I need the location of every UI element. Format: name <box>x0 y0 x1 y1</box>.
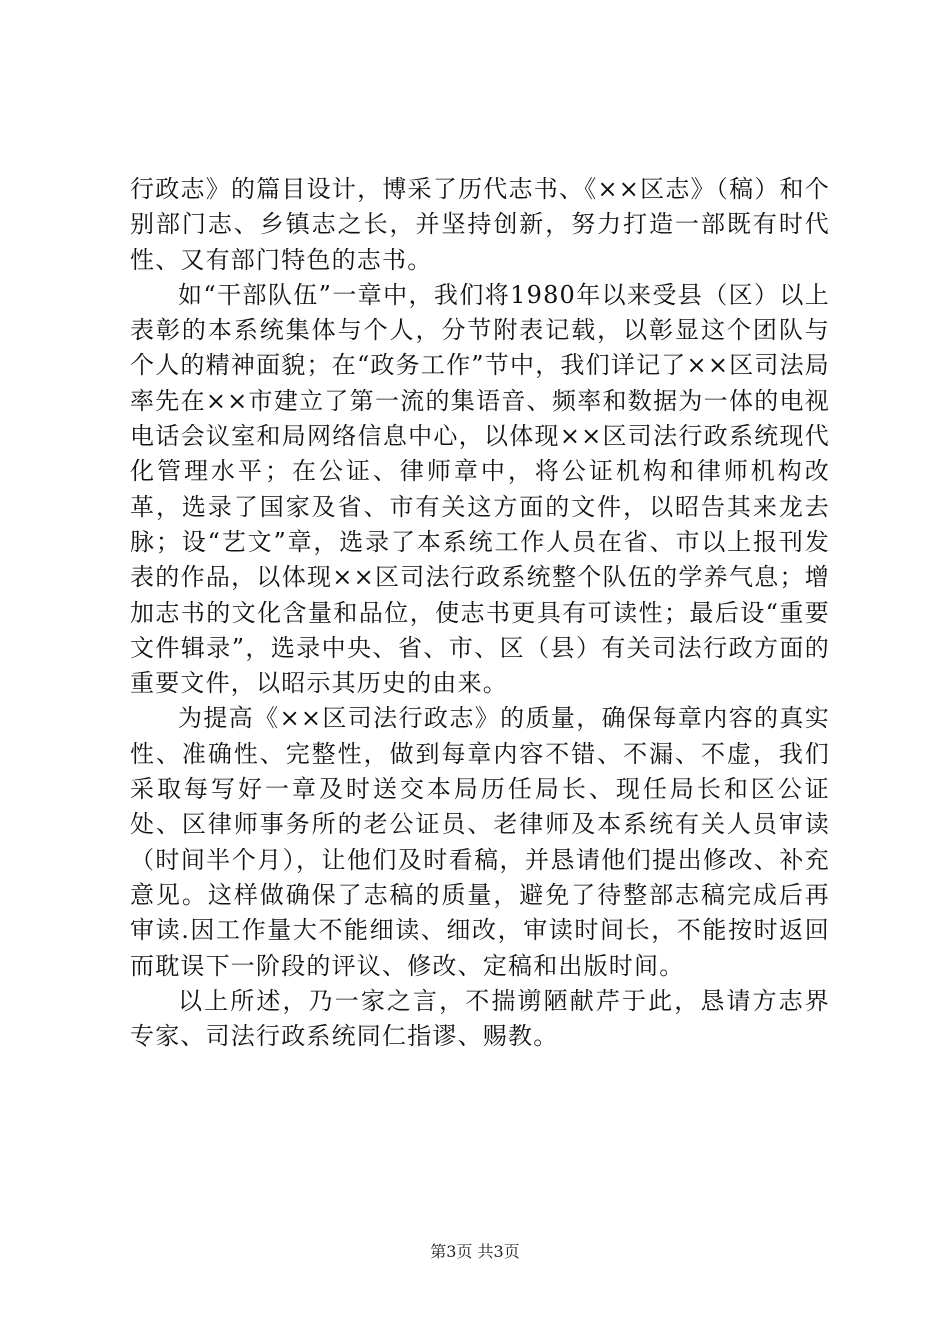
paragraph-cadre-chapter: 如“干部队伍”一章中，我们将1980年以来受县（区）以上表彰的本系统集体与个人，分节附表记载，以彰显这个团队与个人的精神面貌；在“政务工作”节中，我们详记了××区司法局率先在××市建立了第一流的集语音、频率和数据为一体的电视电话会议室和局网络信息中心，以体现××区司法行政系统现代化管理水平；在公证、律师章中，将公证机构和律师机构改革，选录了国家及省、市有关这方面的文件，以昭告其来龙去脉；设“艺文”章，选录了本系统工作人员在省、市以上报刊发表的作品，以体现××区司法行政系统整个队伍的学养气息；增加志书的文化含量和品位，使志书更具有可读性；最后设“重要文件辑录”，选录中央、省、市、区（县）有关司法行政方面的重要文件，以昭示其历史的由来。 <box>130 280 830 698</box>
document-body <box>130 172 830 1054</box>
paragraph-continuation: 行政志》的篇目设计，博采了历代志书、《××区志》（稿）和个别部门志、乡镇志之长，并坚持创新，努力打造一部既有时代性、又有部门特色的志书。 <box>130 175 830 274</box>
page-number-footer: 第3页 共3页 <box>430 1242 520 1261</box>
paragraph-closing: 以上所述，乃一家之言，不揣谫陋献芹于此，恳请方志界专家、司法行政系统同仁指谬、赐教。 <box>130 986 830 1051</box>
paragraph-quality-review: 为提高《××区司法行政志》的质量，确保每章内容的真实性、准确性、完整性，做到每章内容不错、不漏、不虚，我们采取每写好一章及时送交本局历任局长、现任局长和区公证处、区律师事务所的老公证员、老律师及本系统有关人员审读（时间半个月），让他们及时看稿，并恳请他们提出修改、补充意见。这样做确保了志稿的质量，避免了待整部志稿完成后再审读.因工作量大不能细读、细改，审读时间长，不能按时返回而耽误下一阶段的评议、修改、定稿和出版时间。 <box>130 704 830 980</box>
